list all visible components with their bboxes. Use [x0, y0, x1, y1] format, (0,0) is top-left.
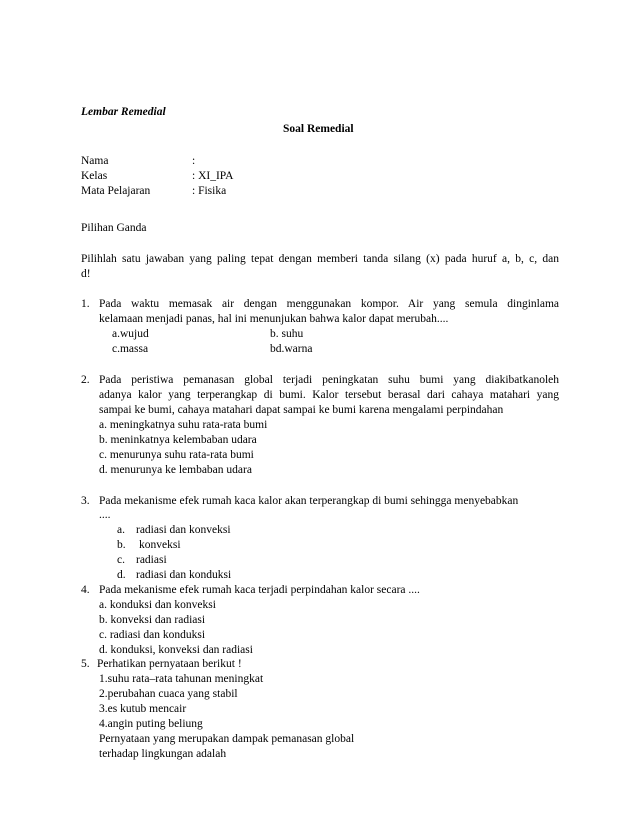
q2-line-1: Pada peristiwa pemanasan global terjadi peningkatan suhu bumi yang diakibatkanoleh	[99, 374, 559, 386]
doc-title: Soal Remedial	[283, 123, 354, 135]
info-value-name: :	[192, 155, 196, 167]
q3-option-b-text: konveksi	[139, 539, 181, 551]
q5-number: 5.	[81, 658, 90, 670]
info-label-name: Nama	[81, 155, 109, 167]
q4-option-d: d. konduksi, konveksi dan radiasi	[99, 644, 253, 656]
q4-option-a: a. konduksi dan konveksi	[99, 599, 216, 611]
q3-option-d-text: radiasi dan konduksi	[136, 569, 232, 581]
info-label-class: Kelas	[81, 170, 108, 182]
q2-line-2: adanya kalor yang terperangkap di bumi. Kalor tersebut berasal dari cahaya matahari yang	[99, 389, 559, 401]
q1-line-2: kelamaan menjadi panas, hal ini menunjukan bahwa kalor dapat merubah....	[99, 313, 449, 325]
q5-line-2: Pernyataan yang merupakan dampak pemanasan global	[99, 733, 355, 745]
q4-option-b: b. konveksi dan radiasi	[99, 614, 206, 626]
q5-line-3: terhadap lingkungan adalah	[99, 748, 227, 760]
q1-number: 1.	[81, 298, 90, 310]
q3-option-c-letter: c.	[117, 554, 125, 566]
info-label-subject: Mata Pelajaran	[81, 185, 151, 197]
q2-option-b: b. meninkatnya kelembaban udara	[99, 434, 257, 446]
q3-option-c-text: radiasi	[136, 554, 167, 566]
q2-option-c: c. menurunya suhu rata-rata bumi	[99, 449, 254, 461]
q2-line-3: sampai ke bumi, cahaya matahari dapat sampai ke bumi karena mengalami perpindahan	[99, 404, 504, 416]
q4-line-1: Pada mekanisme efek rumah kaca terjadi perpindahan kalor secara ....	[99, 584, 420, 596]
q5-item-2: 2.perubahan cuaca yang stabil	[99, 688, 238, 700]
q3-option-a-text: radiasi dan konveksi	[136, 524, 231, 536]
q1-option-c: c.massa	[112, 343, 149, 355]
info-value-class: : XI_IPA	[192, 170, 234, 182]
q5-item-1: 1.suhu rata–rata tahunan meningkat	[99, 673, 264, 685]
q2-number: 2.	[81, 374, 90, 386]
q3-option-a-letter: a.	[117, 524, 125, 536]
q1-option-a: a.wujud	[112, 328, 149, 340]
q3-number: 3.	[81, 495, 90, 507]
q4-number: 4.	[81, 584, 90, 596]
q2-option-d: d. menurunya ke lembaban udara	[99, 464, 252, 476]
q1-line-1: Pada waktu memasak air dengan menggunakan kompor. Air yang semula dinginlama	[99, 298, 559, 310]
q5-item-3: 3.es kutub mencair	[99, 703, 187, 715]
q4-option-c: c. radiasi dan konduksi	[99, 629, 206, 641]
instruction-line-2: d!	[81, 268, 91, 280]
q3-line-1: Pada mekanisme efek rumah kaca kalor akan terperangkap di bumi sehingga menyebabkan	[99, 495, 519, 507]
q3-line-2: ....	[99, 509, 111, 521]
section-title: Pilihan Ganda	[81, 222, 147, 234]
q1-option-b: b. suhu	[270, 328, 304, 340]
q2-option-a: a. meningkatnya suhu rata-rata bumi	[99, 419, 268, 431]
q1-option-d: bd.warna	[270, 343, 313, 355]
q3-option-b-letter: b.	[117, 539, 126, 551]
q5-line-1: Perhatikan pernyataan berikut !	[97, 658, 242, 670]
instruction-line-1: Pilihlah satu jawaban yang paling tepat dengan memberi tanda silang (x) pada huruf a, b, c, dan	[81, 253, 559, 265]
q3-option-d-letter: d.	[117, 569, 126, 581]
q5-item-4: 4.angin puting beliung	[99, 718, 203, 730]
info-value-subject: : Fisika	[192, 185, 227, 197]
sheet-title: Lembar Remedial	[81, 106, 166, 118]
